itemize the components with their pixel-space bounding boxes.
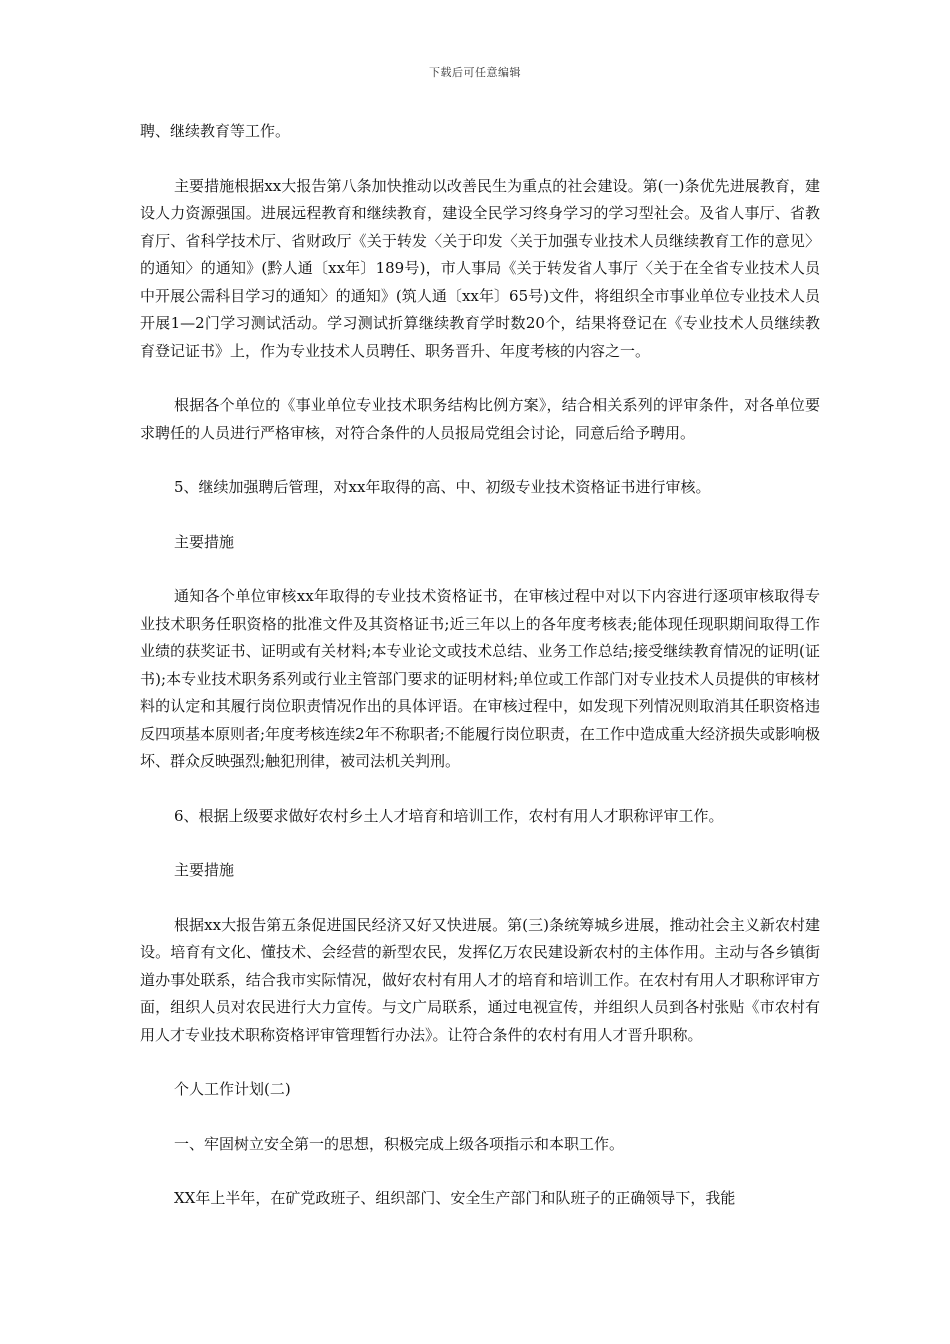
paragraph-continuation: 聘、继续教育等工作。 (140, 122, 291, 140)
paragraph-measures-heading-2: 主要措施 (174, 861, 235, 879)
paragraph-safety-first: 一、牢固树立安全第一的思想，积极完成上级各项指示和本职工作。 (174, 1134, 625, 1153)
paragraph-gap (140, 1104, 820, 1131)
section-title-work-plan-2: 个人工作计划(二) (174, 1080, 291, 1098)
paragraph-measures-heading-1: 主要措施 (174, 532, 235, 551)
paragraph-gap (140, 830, 820, 857)
paragraph-gap (140, 447, 820, 474)
paragraph-item-6: 6、根据上级要求做好农村乡土人才培育和培训工作，农村有用人才职称评审工作。 (174, 806, 724, 825)
paragraph-item-5: 5、继续加强聘后管理，对xx年取得的高、中、初级专业技术资格证书进行审核。 (174, 478, 711, 496)
paragraph-gap (140, 365, 820, 392)
paragraph-gap (140, 776, 820, 803)
paragraph-rural-talent: 根据xx大报告第五条促进国民经济又好又快进展。第(三)条统筹城乡进展，推动社会主义新农村建设。培育有文化、懂技术、会经营的新型农民，发挥亿万农民建设新农村的主体作用。主动与各乡镇街道办事处联系，结合我市实际情况，做好农村有用人才的培育和培训工作。在农村有用人才职称评审方面，组织人员对农民进行大力宣传。与文广局联系，通过电视宣传，并组织人员到各村张贴《市农村有用人才专业技术职称资格评审管理暂行办法》。让符合条件的农村有用人才晋升职称。 (140, 915, 820, 1044)
document-body (140, 118, 820, 1213)
paragraph-gap (140, 885, 820, 912)
paragraph-gap (140, 146, 820, 173)
paragraph-gap (140, 1158, 820, 1185)
paragraph-certificate-review: 通知各个单位审核xx年取得的专业技术资格证书，在审核过程中对以下内容进行逐项审核取得专业技术职务任职资格的批准文件及其资格证书;近三年以上的各年度考核表;能体现任现职期间取得工作业绩的获奖证书、证明或有关材料;本专业论文或技术总结、业务工作总结;接受继续教育情况的证明(证书);本专业技术职务系列或行业主管部门要求的证明材料;单位或工作部门对专业技术人员提供的审核材料的认定和其履行岗位职责情况作出的具体评语。在审核过程中，如发现下列情况则取消其任职资格违反四项基本原则者;年度考核连续2年不称职者;不能履行岗位职责，在工作中造成重大经济损失或影响极坏、群众反映强烈;触犯刑律，被司法机关判刑。 (140, 587, 820, 770)
paragraph-continuing-education: 主要措施根据xx大报告第八条加快推动以改善民生为重点的社会建设。第(一)条优先进展教育，建设人力资源强国。进展远程教育和继续教育，建设全民学习终身学习的学习型社会。及省人事厅、省教育厅、省科学技术厅、省财政厅《关于转发〈关于印发〈关于加强专业技术人员继续教育工作的意见〉的通知〉的通知》(黔人通〔xx年〕189号)，市人事局《关于转发省人事厅〈关于在全省专业技术人员中开展公需科目学习的通知〉的通知》(筑人通〔xx年〕65号)文件，将组织全市事业单位专业技术人员开展1—2门学习测试活动。学习测试折算继续教育学时数20个，结果将登记在《专业技术人员继续教育登记证书》上，作为专业技术人员聘任、职务晋升、年度考核的内容之一。 (140, 176, 820, 360)
paragraph-position-review: 根据各个单位的《事业单位专业技术职务结构比例方案》，结合相关系列的评审条件，对各单位要求聘任的人员进行严格审核，对符合条件的人员报局党组会讨论，同意后给予聘用。 (140, 396, 820, 442)
page-header: 下载后可任意编辑 (429, 66, 521, 79)
paragraph-gap (140, 502, 820, 529)
paragraph-gap (140, 1049, 820, 1076)
paragraph-gap (140, 556, 820, 583)
paragraph-first-half-year: XX年上半年，在矿党政班子、组织部门、安全生产部门和队班子的正确领导下，我能 (174, 1189, 736, 1207)
